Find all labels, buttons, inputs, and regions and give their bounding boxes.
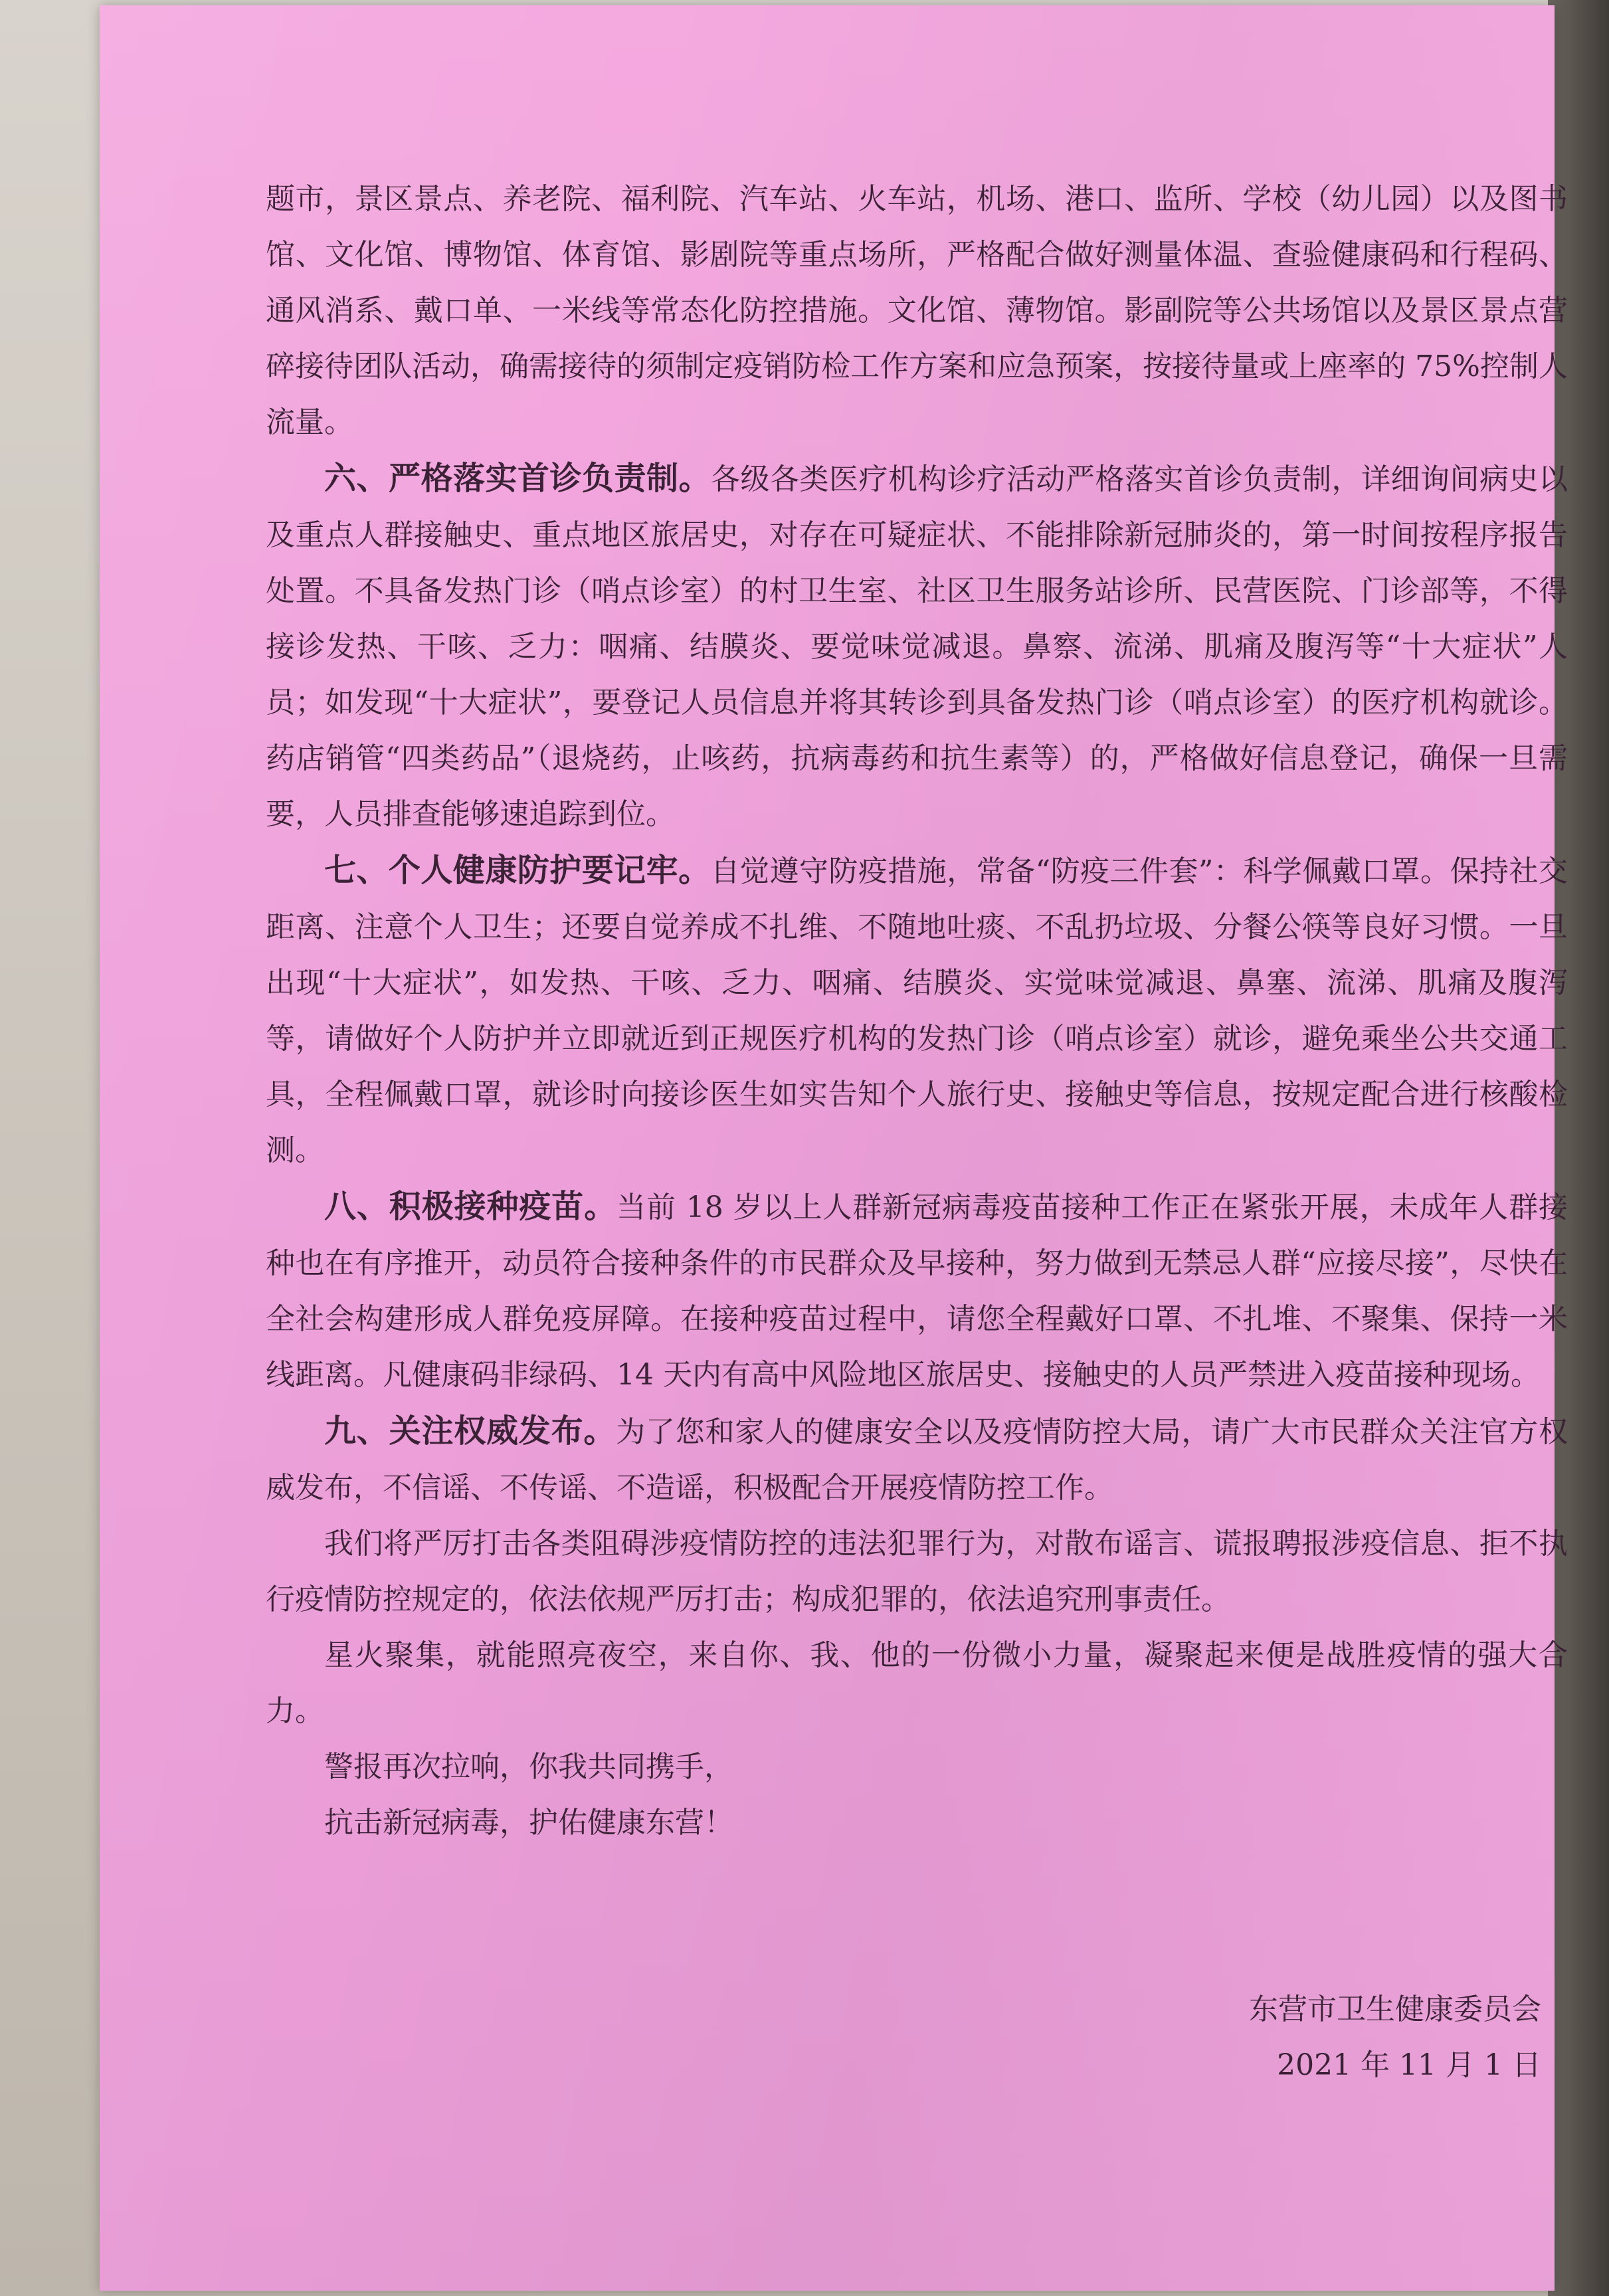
paragraph-text: 各级各类医疗机构诊疗活动严格落实首诊负责制，详细询间病史以及重点人群接触史、重点地区旅居史，对存在可疑症状、不能排除新冠肺炎的，第一时间按程序报告处置。不具备发热门诊（哨点诊室）的村卫生室、社区卫生服务站诊所、民营医院、门诊部等，不得接诊发热、干咳、乏力：咽痛、结膜炎、要觉味觉减退。鼻察、流涕、肌痛及腹泻等“十大症状”人员；如发现“十大症状”，要登记人员信息并将其转诊到具备发热门诊（哨点诊室）的医疗机构就诊。药店销管“四类药品”（退烧药，止咳药，抗病毒药和抗生素等）的，严格做好信息登记，确保一旦需要，人员排查能够速追踪到位。 xyxy=(266,462,1568,831)
section-heading-nine: 九、关注权威发布。 xyxy=(324,1412,616,1450)
paragraph-text: 星火聚集，就能照亮夜空，来自你、我、他的一份微小力量，凝聚起来便是战胜疫情的强大合力。 xyxy=(266,1638,1568,1728)
closing-line-1: 警报再次拉响，你我共同携手， xyxy=(324,1750,733,1784)
paragraph-eight xyxy=(266,1179,1568,1403)
paragraph-text: 当前 18 岁以上人群新冠病毒疫苗接种工作正在紧张开展，未成年人群接种也在有序推开，动员符合接种条件的市民群众及早接种，努力做到无禁忌人群“应接尽接”，尽快在全社会构建形成人群免疫屏障。在接种疫苗过程中，请您全程戴好口罩、不扎堆、不聚集、保持一米线距离。凡健康码非绿码、14 天内有高中风险地区旅居史、接触史的人员严禁进入疫苗接种现场。 xyxy=(266,1191,1568,1392)
paragraph-text: 我们将严厉打击各类阻碍涉疫情防控的违法犯罪行为，对散布谣言、谎报聘报涉疫信息、拒不执行疫情防控规定的，依法依规严厉打击；构成犯罪的，依法追究刑事责任。 xyxy=(266,1527,1568,1616)
paragraph-six xyxy=(266,450,1568,842)
section-heading-six: 六、严格落实首诊负责制。 xyxy=(324,460,711,497)
paragraph-nine xyxy=(266,1403,1568,1516)
signature-block xyxy=(1196,1982,1541,2093)
closing-line-2: 抗击新冠病毒，护佑健康东营！ xyxy=(324,1806,733,1840)
paragraph-intro-continued xyxy=(266,171,1568,450)
section-heading-seven: 七、个人健康防护要记牢。 xyxy=(324,852,711,889)
paragraph-text: 自觉遵守防疫措施，常备“防疫三件套”：科学佩戴口罩。保持社交距离、注意个人卫生；还要自觉养成不扎维、不随地吐痰、不乱扔垃圾、分餐公筷等良好习惯。一旦出现“十大症状”，如发热、干咳、乏力、咽痛、结膜炎、实觉味觉减退、鼻塞、流涕、肌痛及腹泻等，请做好个人防护并立即就近到正规医疗机构的发热门诊（哨点诊室）就诊，避免乘坐公共交通工具，全程佩戴口罩，就诊时向接诊医生如实告知个人旅行史、接触史等信息，按规定配合进行核酸检测。 xyxy=(266,854,1568,1167)
issue-date: 2021 年 11 月 1 日 xyxy=(1277,2048,1541,2082)
paragraph-text: 为了您和家人的健康安全以及疫情防控大局，请广大市民群众关注官方权威发布，不信谣、不传谣、不造谣，积极配合开展疫情防控工作。 xyxy=(266,1415,1568,1505)
issuing-organization: 东营市卫生健康委员会 xyxy=(1249,1992,1541,2026)
pink-notice-sheet xyxy=(100,5,1568,2291)
section-heading-eight: 八、积极接种疫苗。 xyxy=(324,1188,617,1225)
paragraph-text: 题市，景区景点、养老院、福利院、汽车站、火车站，机场、港口、监所、学校（幼儿园）以及图书馆、文化馆、博物馆、体育馆、影剧院等重点场所，严格配合做好测量体温、查验健康码和行程码、通风消系、戴口单、一米线等常态化防控措施。文化馆、薄物馆。影副院等公共场馆以及景区景点营碎接待团队活动，确需接待的须制定疫销防检工作方案和应急预案，按接待量或上座率的 75%控制人流量。 xyxy=(266,182,1568,439)
paragraph-seven xyxy=(266,842,1568,1179)
paragraph-spark xyxy=(266,1628,1568,1739)
paragraph-crackdown xyxy=(266,1516,1568,1628)
notice-body xyxy=(266,171,1568,1851)
